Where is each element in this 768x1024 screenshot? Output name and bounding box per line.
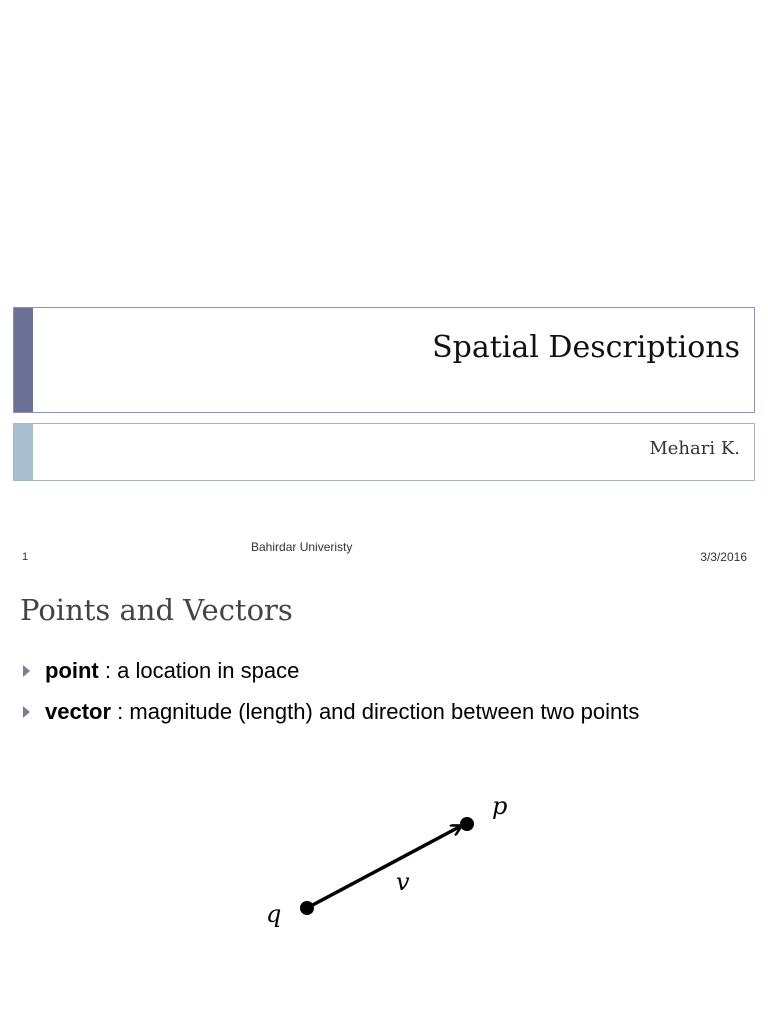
triangle-bullet-icon xyxy=(23,706,30,718)
bullet-term: vector xyxy=(45,698,112,724)
vector-v-label: v xyxy=(396,868,410,896)
slide-title-main: Spatial Descriptions xyxy=(432,330,740,365)
page-number: 1 xyxy=(22,551,29,563)
point-q-dot xyxy=(300,901,314,915)
author-box xyxy=(13,423,755,481)
point-p-dot xyxy=(460,817,474,831)
vector-diagram xyxy=(0,760,768,980)
slide-title: Points and Vectors xyxy=(20,593,293,627)
triangle-bullet-icon xyxy=(23,665,30,677)
author-name: Mehari K. xyxy=(649,438,740,459)
bullet-list xyxy=(20,650,639,732)
bullet-term: point xyxy=(45,657,99,683)
footer-date: 3/3/2016 xyxy=(700,550,747,564)
bullet-item-vector xyxy=(20,691,639,732)
point-q-label: q xyxy=(266,900,282,928)
bullet-item-point xyxy=(20,650,639,691)
footer-institution: Bahirdar Univeristy xyxy=(251,540,353,554)
author-accent-bar xyxy=(14,424,33,480)
title-accent-bar xyxy=(14,308,33,412)
bullet-definition: : a location in space xyxy=(98,657,300,683)
point-p-label: p xyxy=(492,792,508,820)
title-box xyxy=(13,307,755,413)
bullet-definition: : magnitude (length) and direction between two points xyxy=(111,698,640,724)
vector-arrow xyxy=(307,826,461,908)
